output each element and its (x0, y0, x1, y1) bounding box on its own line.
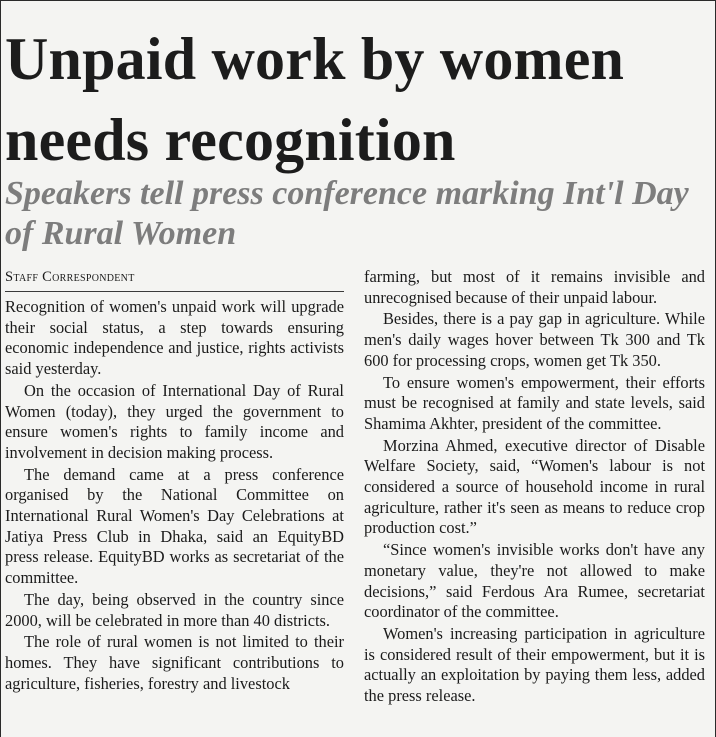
left-column (5, 267, 344, 695)
byline: Staff Correspondent (5, 267, 344, 292)
paragraph-continued: farming, but most of it remains invisible and unrecognised because of their unpaid labour. (364, 267, 705, 307)
paragraph: Women's increasing participation in agriculture is considered result of their empowerment, but it is actually an exploitation by paying them less, added the press release. (364, 623, 705, 706)
paragraph: The role of rural women is not limited to their homes. They have significant contributions to agriculture, fisheries, forestry and livestock (5, 632, 344, 693)
paragraph: The day, being observed in the country since 2000, will be celebrated in more than 40 districts. (5, 589, 344, 630)
subheadline: Speakers tell press conference marking Int'l Day of Rural Women (5, 175, 689, 252)
paragraph: To ensure women's empowerment, their efforts must be recognised at family and state levels, said Shamima Akhter, president of the committee. (364, 372, 705, 433)
right-column (364, 267, 705, 708)
paragraph: Besides, there is a pay gap in agriculture. While men's daily wages hover between Tk 300 and Tk 600 for processing crops, women get Tk 350. (364, 309, 705, 370)
paragraph: On the occasion of International Day of Rural Women (today), they urged the government to ensure women's rights to family income and involvement in decision making process. (5, 380, 344, 462)
paragraph: “Since women's invisible works don't have any monetary value, they're not allowed to make decisions,” said Ferdous Ara Rumee, secretariat coordinator of the committee. (364, 540, 705, 622)
paragraph: Recognition of women's unpaid work will upgrade their social status, a step towards ensuring economic independence and justice, rights activists said yesterday. (5, 297, 344, 379)
headline: Unpaid work by women needs recognition (5, 26, 625, 173)
paragraph: Morzina Ahmed, executive director of Disable Welfare Society, said, “Women's labour is not considered a source of household income in rural agriculture, rather it's seen as means to reduce crop production cost.” (364, 435, 705, 538)
paragraph: The demand came at a press conference organised by the National Committee on International Rural Women's Day Celebrations at Jatiya Press Club in Dhaka, said an EquityBD press release. EquityBD works as secretariat of the committee. (5, 464, 344, 588)
